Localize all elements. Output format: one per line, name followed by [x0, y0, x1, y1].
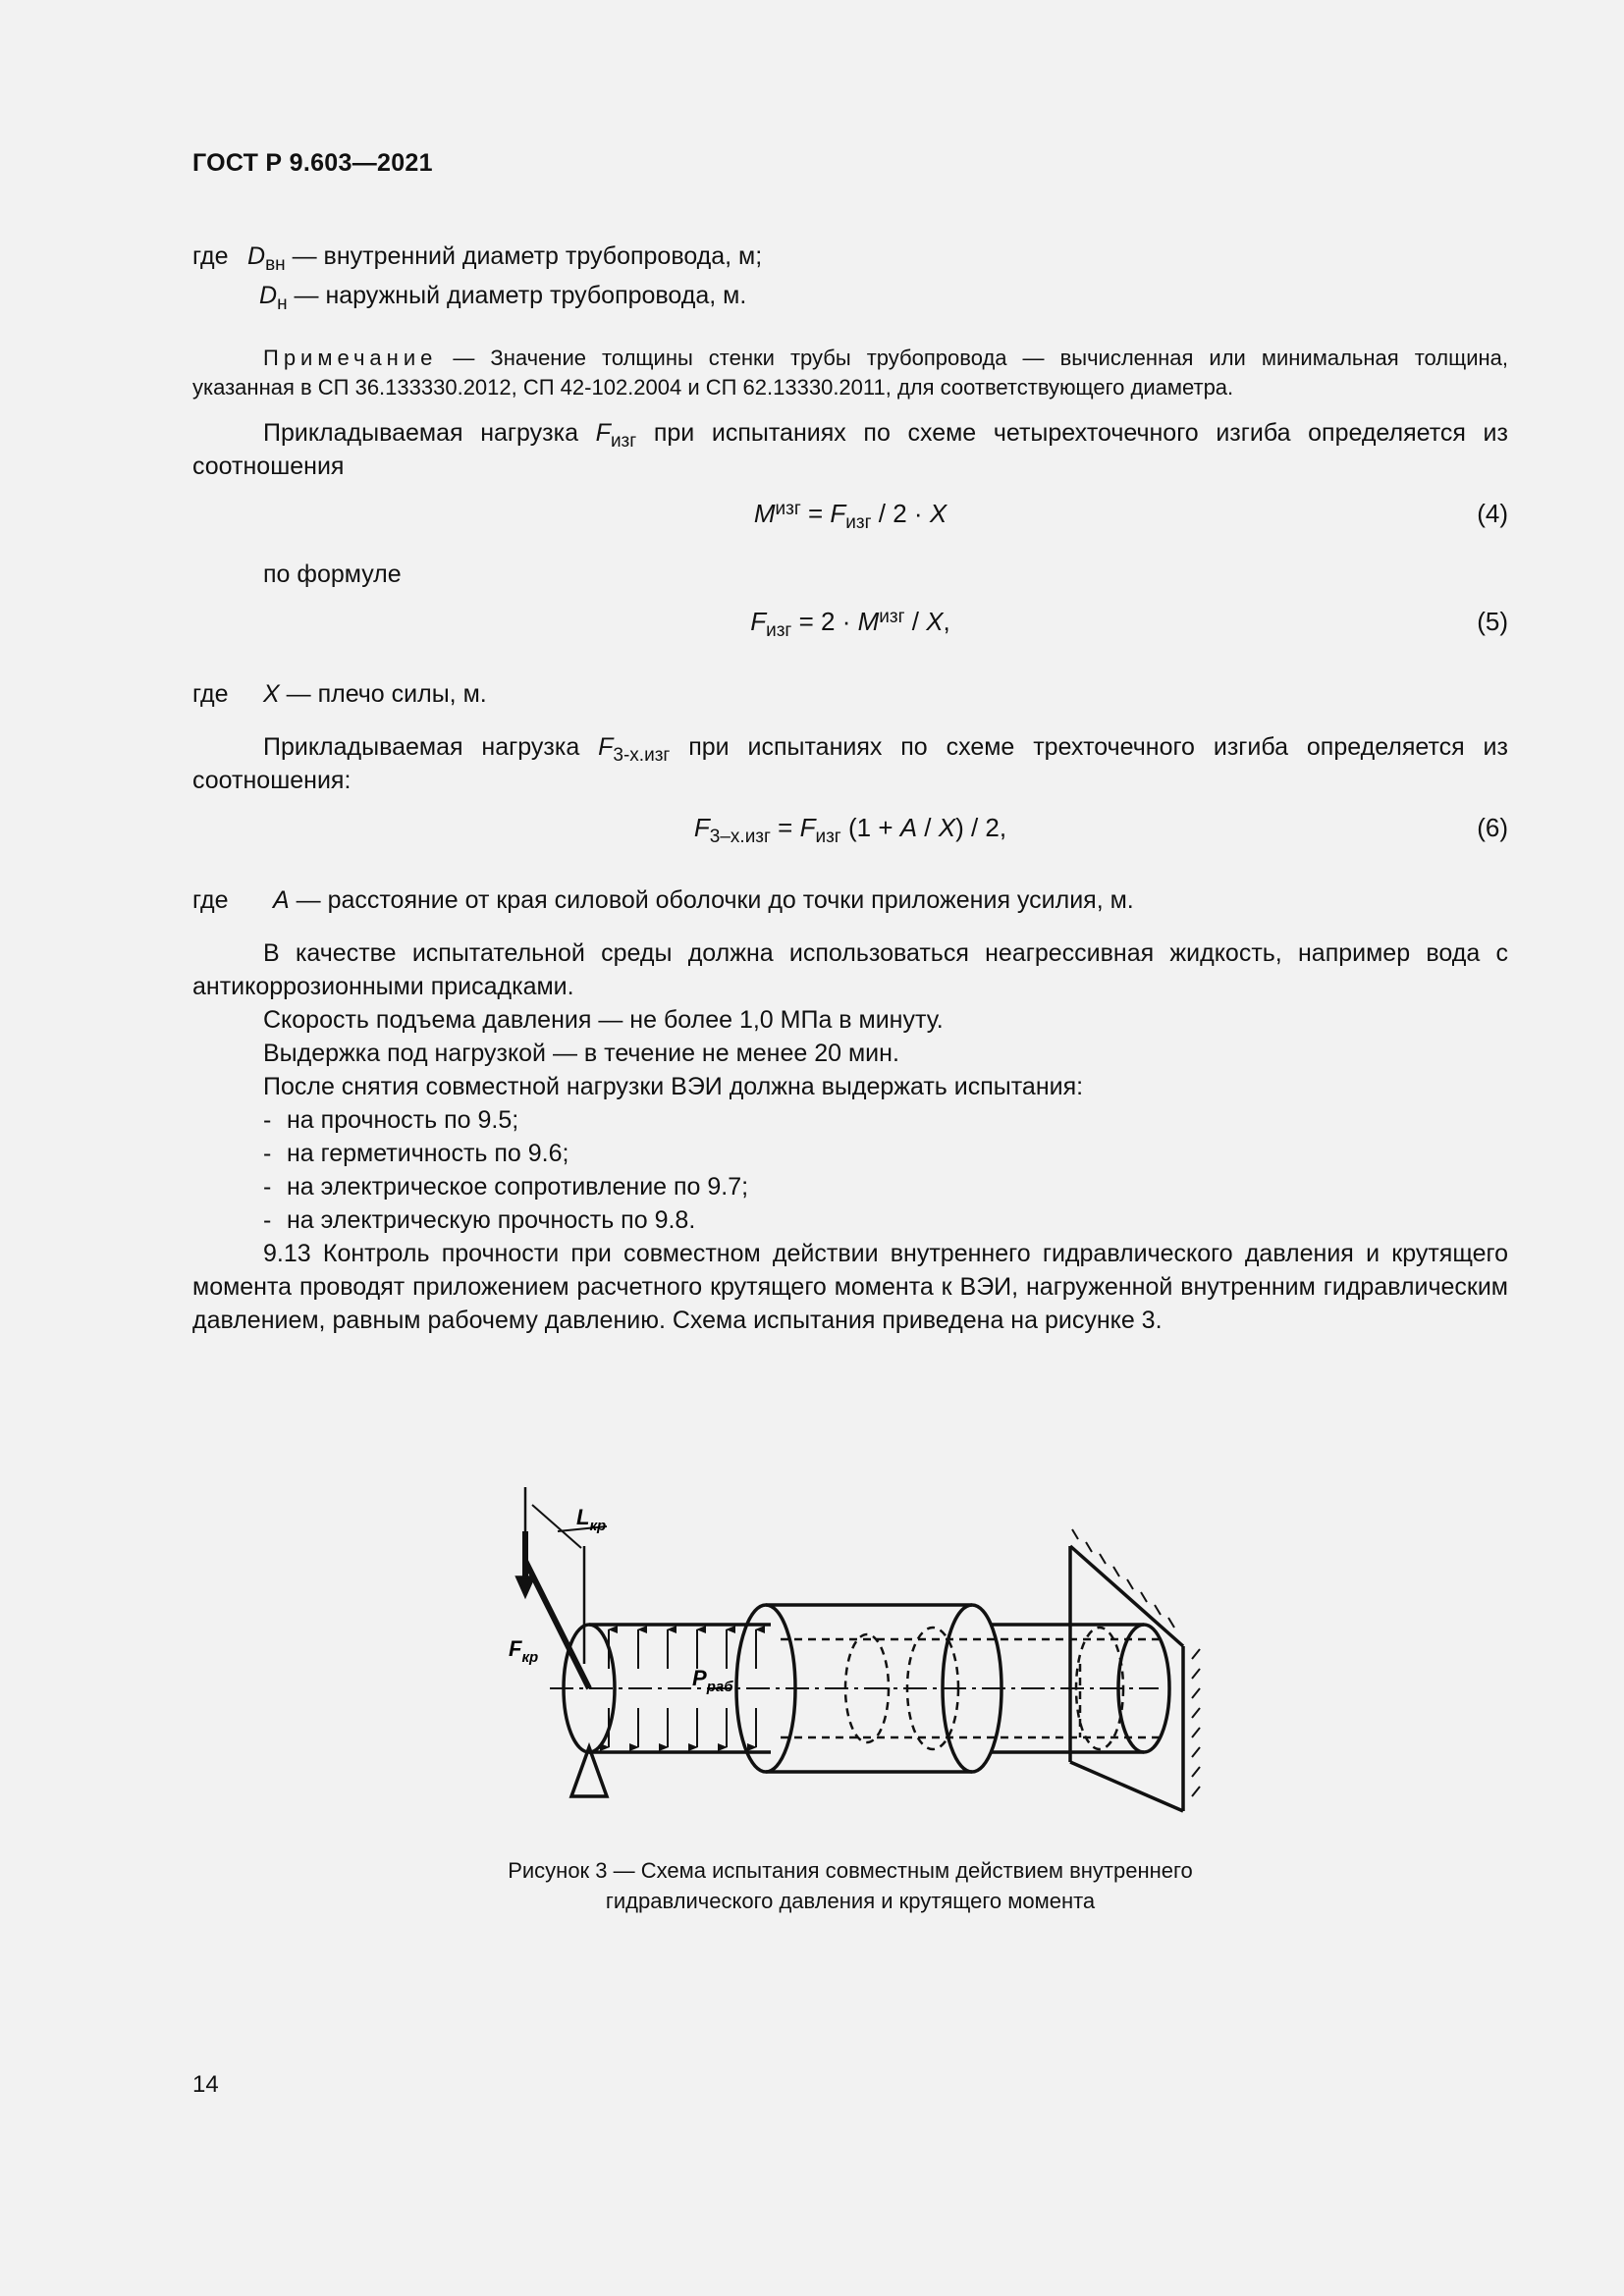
where-a: где A — расстояние от края силовой оболочки до точки приложения усилия, м.: [192, 886, 1134, 914]
note-label: Примечание: [263, 346, 438, 370]
formula-4: $M^{изг} = F_{изг} / 2 \cdot X$ (4): [753, 499, 1508, 533]
d-vn-symbol: D: [247, 242, 266, 270]
figure-3-caption: [291, 1855, 1410, 1916]
a-symbol: A: [273, 886, 290, 914]
note-text: — Значение толщины стенки трубы трубопровода — вычисленная или минимальная толщина, указанная в СП 36.133330.2012, СП 42-102.2004 и СП 62.13330.2011, для соответствующего диаметра.: [192, 346, 1508, 400]
where-label: где: [192, 242, 229, 270]
f-kr-label: $F_{кр}$: [509, 1636, 539, 1666]
support-triangle: [571, 1747, 607, 1796]
list-item: - на герметичность по 9.6;: [263, 1140, 569, 1167]
l-kr-label: $L_{кр}$: [576, 1505, 607, 1534]
d-n-subscript: н: [277, 294, 288, 314]
where-d-vn: [192, 240, 1508, 279]
where-x: где X — плечо силы, м.: [192, 680, 487, 708]
caption-line: Рисунок 3 — Схема испытания совместным действием внутреннего: [508, 1858, 1193, 1883]
page-header: ГОСТ Р 9.603—2021: [192, 149, 433, 177]
formula-6-number: (6): [1477, 813, 1508, 842]
formula-4-number: (4): [1477, 499, 1508, 528]
list-item: - на электрическое сопротивление по 9.7;: [263, 1173, 749, 1201]
d-n-symbol: D: [259, 282, 278, 309]
pressure-rate-paragraph: Скорость подъема давления — не более 1,0 МПа в минуту.: [263, 1006, 944, 1034]
formula-5-number: (5): [1477, 607, 1508, 636]
document-body: [192, 240, 1508, 1337]
where-d-n: [192, 279, 1508, 318]
by-formula-text: по формуле: [263, 561, 402, 588]
list-item: - на электрическую прочность по 9.8.: [263, 1206, 696, 1234]
load-4-point-paragraph: Прикладываемая нагрузка $F_{изг}$ при испытаниях по схеме четырехточечного изгиба определяется из соотношения: [192, 419, 1508, 480]
p-rab-label: $P_{раб}$: [692, 1666, 733, 1695]
formula-5: $F_{изг} = 2 \cdot M^{изг} / X$, (5): [750, 607, 1508, 641]
fixed-wall: [1070, 1529, 1200, 1811]
after-load-paragraph: После снятия совместной нагрузки ВЭИ должна выдержать испытания:: [263, 1073, 1084, 1100]
section-9-13-paragraph: 9.13 Контроль прочности при совместном действии внутреннего гидравлического давления и крутящего момента проводят приложением расчетного крутящего момента к ВЭИ, нагруженной внутренним гидравлическим давлением, равным рабочему давлению. Схема испытания приведена на рисунке 3.: [192, 1240, 1508, 1334]
figure-3-diagram: [491, 1468, 1218, 1841]
page-number: 14: [192, 2071, 219, 2098]
pipe-body: [550, 1605, 1169, 1772]
load-3-point-paragraph: Прикладываемая нагрузка $F_{3-х.изг}$ при испытаниях по схеме трехточечного изгиба определяется из соотношения:: [192, 733, 1508, 794]
note-paragraph: [192, 344, 1508, 402]
formula-6: $F_{3-х.изг} = F_{изг}$ (1 + A / X) / 2, (6): [693, 813, 1508, 847]
d-n-definition: — наружный диаметр трубопровода, м.: [287, 282, 747, 309]
hold-time-paragraph: Выдержка под нагрузкой — в течение не менее 20 мин.: [263, 1040, 899, 1067]
f-bend-symbol: F: [595, 419, 611, 447]
x-symbol: X: [263, 680, 280, 708]
d-vn-definition: — внутренний диаметр трубопровода, м;: [285, 242, 763, 270]
list-item: - на прочность по 9.5;: [263, 1106, 519, 1134]
medium-paragraph: В качестве испытательной среды должна использоваться неагрессивная жидкость, например вода с антикоррозионными присадками.: [192, 939, 1508, 1000]
d-vn-subscript: вн: [265, 254, 286, 275]
caption-line: гидравлического давления и крутящего момента: [605, 1889, 1096, 1913]
